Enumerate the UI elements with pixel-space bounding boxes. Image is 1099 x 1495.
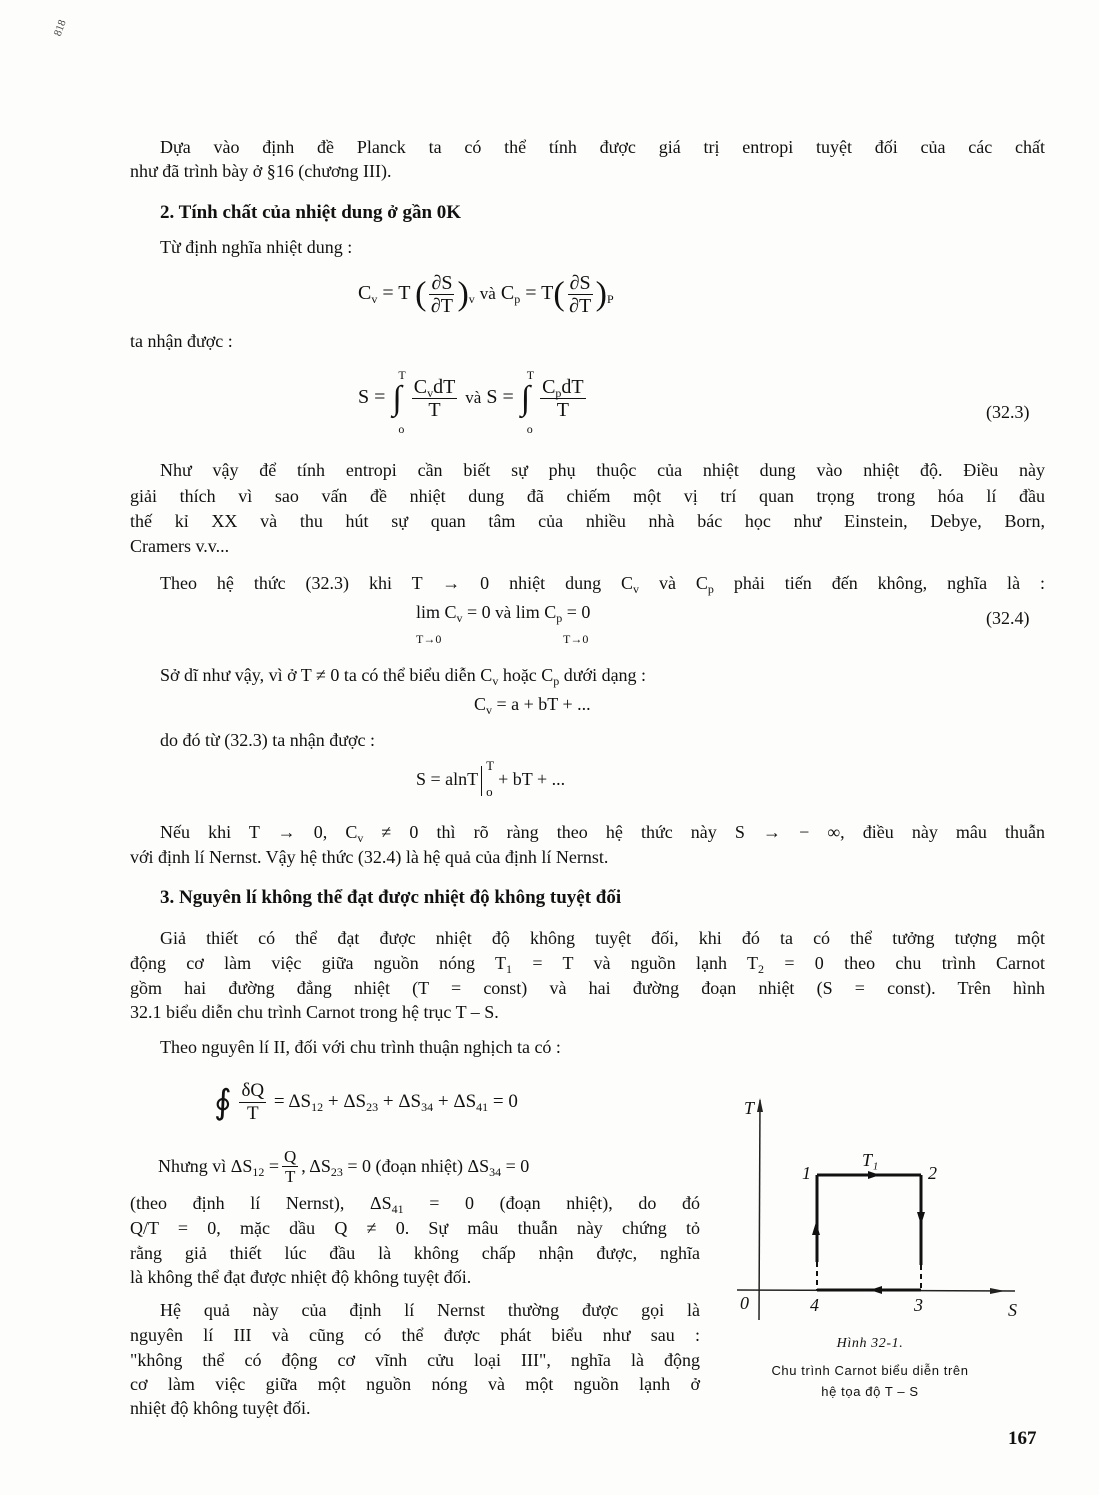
text-segment: (theo định lí Nernst), ΔS bbox=[130, 1193, 392, 1213]
subscript: v bbox=[357, 831, 364, 845]
subscript: 2 bbox=[758, 962, 765, 976]
point-label-3: 3 bbox=[914, 1295, 923, 1315]
text-segment: với định lí Nernst. Vậy hệ thức (32.4) là hệ quả của định lí Nernst. bbox=[130, 847, 609, 867]
text-segment: thế kỉ XX và thu hút sự quan tâm của nhiều nhà bác học như Einstein, Debye, Born, bbox=[130, 511, 1045, 531]
text-segment: nhiệt độ không tuyệt đối. bbox=[130, 1398, 311, 1418]
subscript: 23 bbox=[330, 1165, 343, 1179]
s-axis-arrow-icon bbox=[990, 1288, 1005, 1294]
text-segment: do đó từ (32.3) ta nhận được : bbox=[160, 730, 375, 750]
t-axis bbox=[759, 1100, 760, 1320]
text-segment: là không thể đạt được nhiệt độ không tuyệt đối. bbox=[130, 1267, 472, 1287]
point-label-1: 1 bbox=[802, 1163, 811, 1183]
limit-subscript: T→0 bbox=[416, 632, 442, 646]
point-label-4: 4 bbox=[810, 1295, 819, 1315]
text-segment: Theo nguyên lí II, đối với chu trình thuận nghịch ta có : bbox=[160, 1037, 561, 1057]
formula-cv-series: $C_v = a$ + bT + ... bbox=[474, 694, 591, 717]
text-segment: Từ định nghĩa nhiệt dung : bbox=[160, 237, 353, 257]
text-segment: rằng giả thiết lúc đầu là không chấp nhận được, nghĩa bbox=[130, 1243, 700, 1263]
figure-title: Hình 32-1. bbox=[836, 1336, 904, 1351]
text-segment: Cramers v.v... bbox=[130, 536, 230, 556]
page-number: 167 bbox=[1008, 1428, 1037, 1449]
arrow-right-icon bbox=[868, 1171, 880, 1179]
text-segment: dưới dạng : bbox=[559, 665, 647, 685]
t-axis-arrow-icon bbox=[757, 1098, 763, 1112]
formula-limits: $\lim C_v = 0$ và $\lim C_p = 0$ T→0 T→0 bbox=[416, 602, 591, 646]
formula-s-series: S = alnT T o + bT + ... bbox=[416, 758, 566, 799]
subscript: 41 bbox=[391, 1202, 404, 1216]
text-segment: 3. Nguyên lí không thể đạt được nhiệt độ không tuyệt đối bbox=[160, 887, 622, 908]
subscript: p bbox=[553, 674, 560, 688]
text-segment: Nếu khi T → 0, C bbox=[160, 822, 358, 842]
text-segment: = bbox=[264, 1156, 279, 1176]
subscript: p bbox=[707, 582, 714, 596]
text-segment: ≠ 0 thì rõ ràng theo hệ thức này S → − ∞, điều này mâu thuẫn bbox=[363, 822, 1045, 842]
text-segment: Nhưng vì ΔS bbox=[158, 1156, 253, 1176]
subscript: 1 bbox=[506, 962, 513, 976]
text-segment: Hệ quả này của định lí Nernst thường được gọi là bbox=[160, 1300, 700, 1320]
text-segment: cơ làm việc giữa một nguồn nóng và một nguồn lạnh ở bbox=[130, 1374, 700, 1394]
text-segment: = 0 theo chu trình Carnot bbox=[764, 953, 1045, 973]
origin-label: 0 bbox=[740, 1293, 749, 1313]
subscript: v bbox=[492, 674, 499, 688]
text-segment: phải tiến đến không, nghĩa là : bbox=[713, 573, 1045, 593]
text-segment: Q/T = 0, mặc dầu Q ≠ 0. Sự mâu thuẫn này chứng tỏ bbox=[130, 1218, 700, 1238]
equation-number: (32.3) bbox=[986, 402, 1030, 422]
fraction-q-over-t: $\frac{Q}{T}$ bbox=[284, 1146, 297, 1186]
formula-cycle-integral: ∮ $\frac{\delta Q}{T}$ = $\Delta S_{12} + \Delta S_{23} + \Delta S_{34} + \Delta S_{41} = 0$ bbox=[214, 1080, 518, 1124]
axis-label-t: T bbox=[744, 1098, 755, 1118]
temperature-label-t1: T₁ bbox=[862, 1150, 879, 1170]
arrow-left-icon bbox=[870, 1286, 882, 1294]
corner-mark: 818 bbox=[51, 18, 69, 38]
text-segment: = 0 (đoạn nhiệt) ΔS bbox=[342, 1156, 490, 1176]
text-segment: Dựa vào định đề Planck ta có thể tính được giá trị entropi tuyệt đối của các chất bbox=[160, 137, 1045, 157]
text-segment: giải thích vì sao vấn đề nhiệt dung đã chiếm một vị trí quan trọng trong hóa lí đầu bbox=[130, 486, 1045, 506]
axis-label-s: S bbox=[1008, 1300, 1017, 1320]
text-segment: và C bbox=[639, 573, 708, 593]
figure-caption: Chu trình Carnot biểu diễn trên bbox=[771, 1363, 969, 1378]
text-segment: = 0 (đoạn nhiệt), do đó bbox=[403, 1193, 701, 1213]
text-segment: nguyên lí III và cũng có thể được phát biểu như sau : bbox=[130, 1325, 700, 1345]
text-segment: 2. Tính chất của nhiệt dung ở gần 0K bbox=[160, 202, 462, 223]
point-label-2: 2 bbox=[928, 1163, 937, 1183]
text-segment: Sở dĩ như vậy, vì ở T ≠ 0 ta có thể biểu diễn C bbox=[160, 665, 493, 685]
text-segment: ta nhận được : bbox=[130, 331, 233, 351]
subscript: 12 bbox=[252, 1165, 265, 1179]
limit-subscript: T→0 bbox=[563, 632, 589, 646]
text-segment: động cơ làm việc giữa nguồn nóng T bbox=[130, 953, 507, 973]
text-segment: như đã trình bày ở §16 (chương III). bbox=[130, 161, 392, 181]
arrow-up-icon bbox=[812, 1222, 820, 1235]
text-segment: hoặc C bbox=[498, 665, 554, 685]
text-segment: Theo hệ thức (32.3) khi T → 0 nhiệt dung C bbox=[160, 573, 634, 593]
formula-heat-capacity: $C_v = T$ ( $\frac{\partial S}{\partial T}$ )$_v$ và $C_p = T$( $\frac{\partial S}{\partial T}$ )$_P$ bbox=[358, 272, 614, 317]
text-segment: = T và nguồn lạnh T bbox=[512, 953, 759, 973]
text-segment: 32.1 biểu diễn chu trình Carnot trong hệ trục T – S. bbox=[130, 1002, 499, 1022]
text-segment: Giả thiết có thể đạt được nhiệt độ không tuyệt đối, khi đó ta có thể tưởng tượng một bbox=[160, 928, 1045, 948]
figure-caption: hệ tọa độ T – S bbox=[821, 1384, 919, 1399]
text-segment: "không thể có động cơ vĩnh cửu loại III", nghĩa là động bbox=[130, 1350, 700, 1370]
subscript: 34 bbox=[489, 1165, 502, 1179]
text-segment: Như vậy để tính entropi cần biết sự phụ thuộc của nhiệt dung vào nhiệt độ. Điều này bbox=[160, 460, 1045, 480]
arrow-down-icon bbox=[917, 1212, 925, 1225]
subscript: v bbox=[633, 582, 640, 596]
text-segment: = 0 bbox=[501, 1156, 530, 1176]
text-segment: gồm hai đường đẳng nhiệt (T = const) và hai đường đoạn nhiệt (S = const). Trên hình bbox=[130, 978, 1045, 998]
equation-number: (32.4) bbox=[986, 608, 1030, 628]
formula-entropy-integral: S = ∫ T o $\frac{C_vdT}{T}$ và S = ∫ T o $\frac{C_pdT}{T}$ bbox=[358, 367, 584, 436]
text-segment: , ΔS bbox=[301, 1156, 331, 1176]
